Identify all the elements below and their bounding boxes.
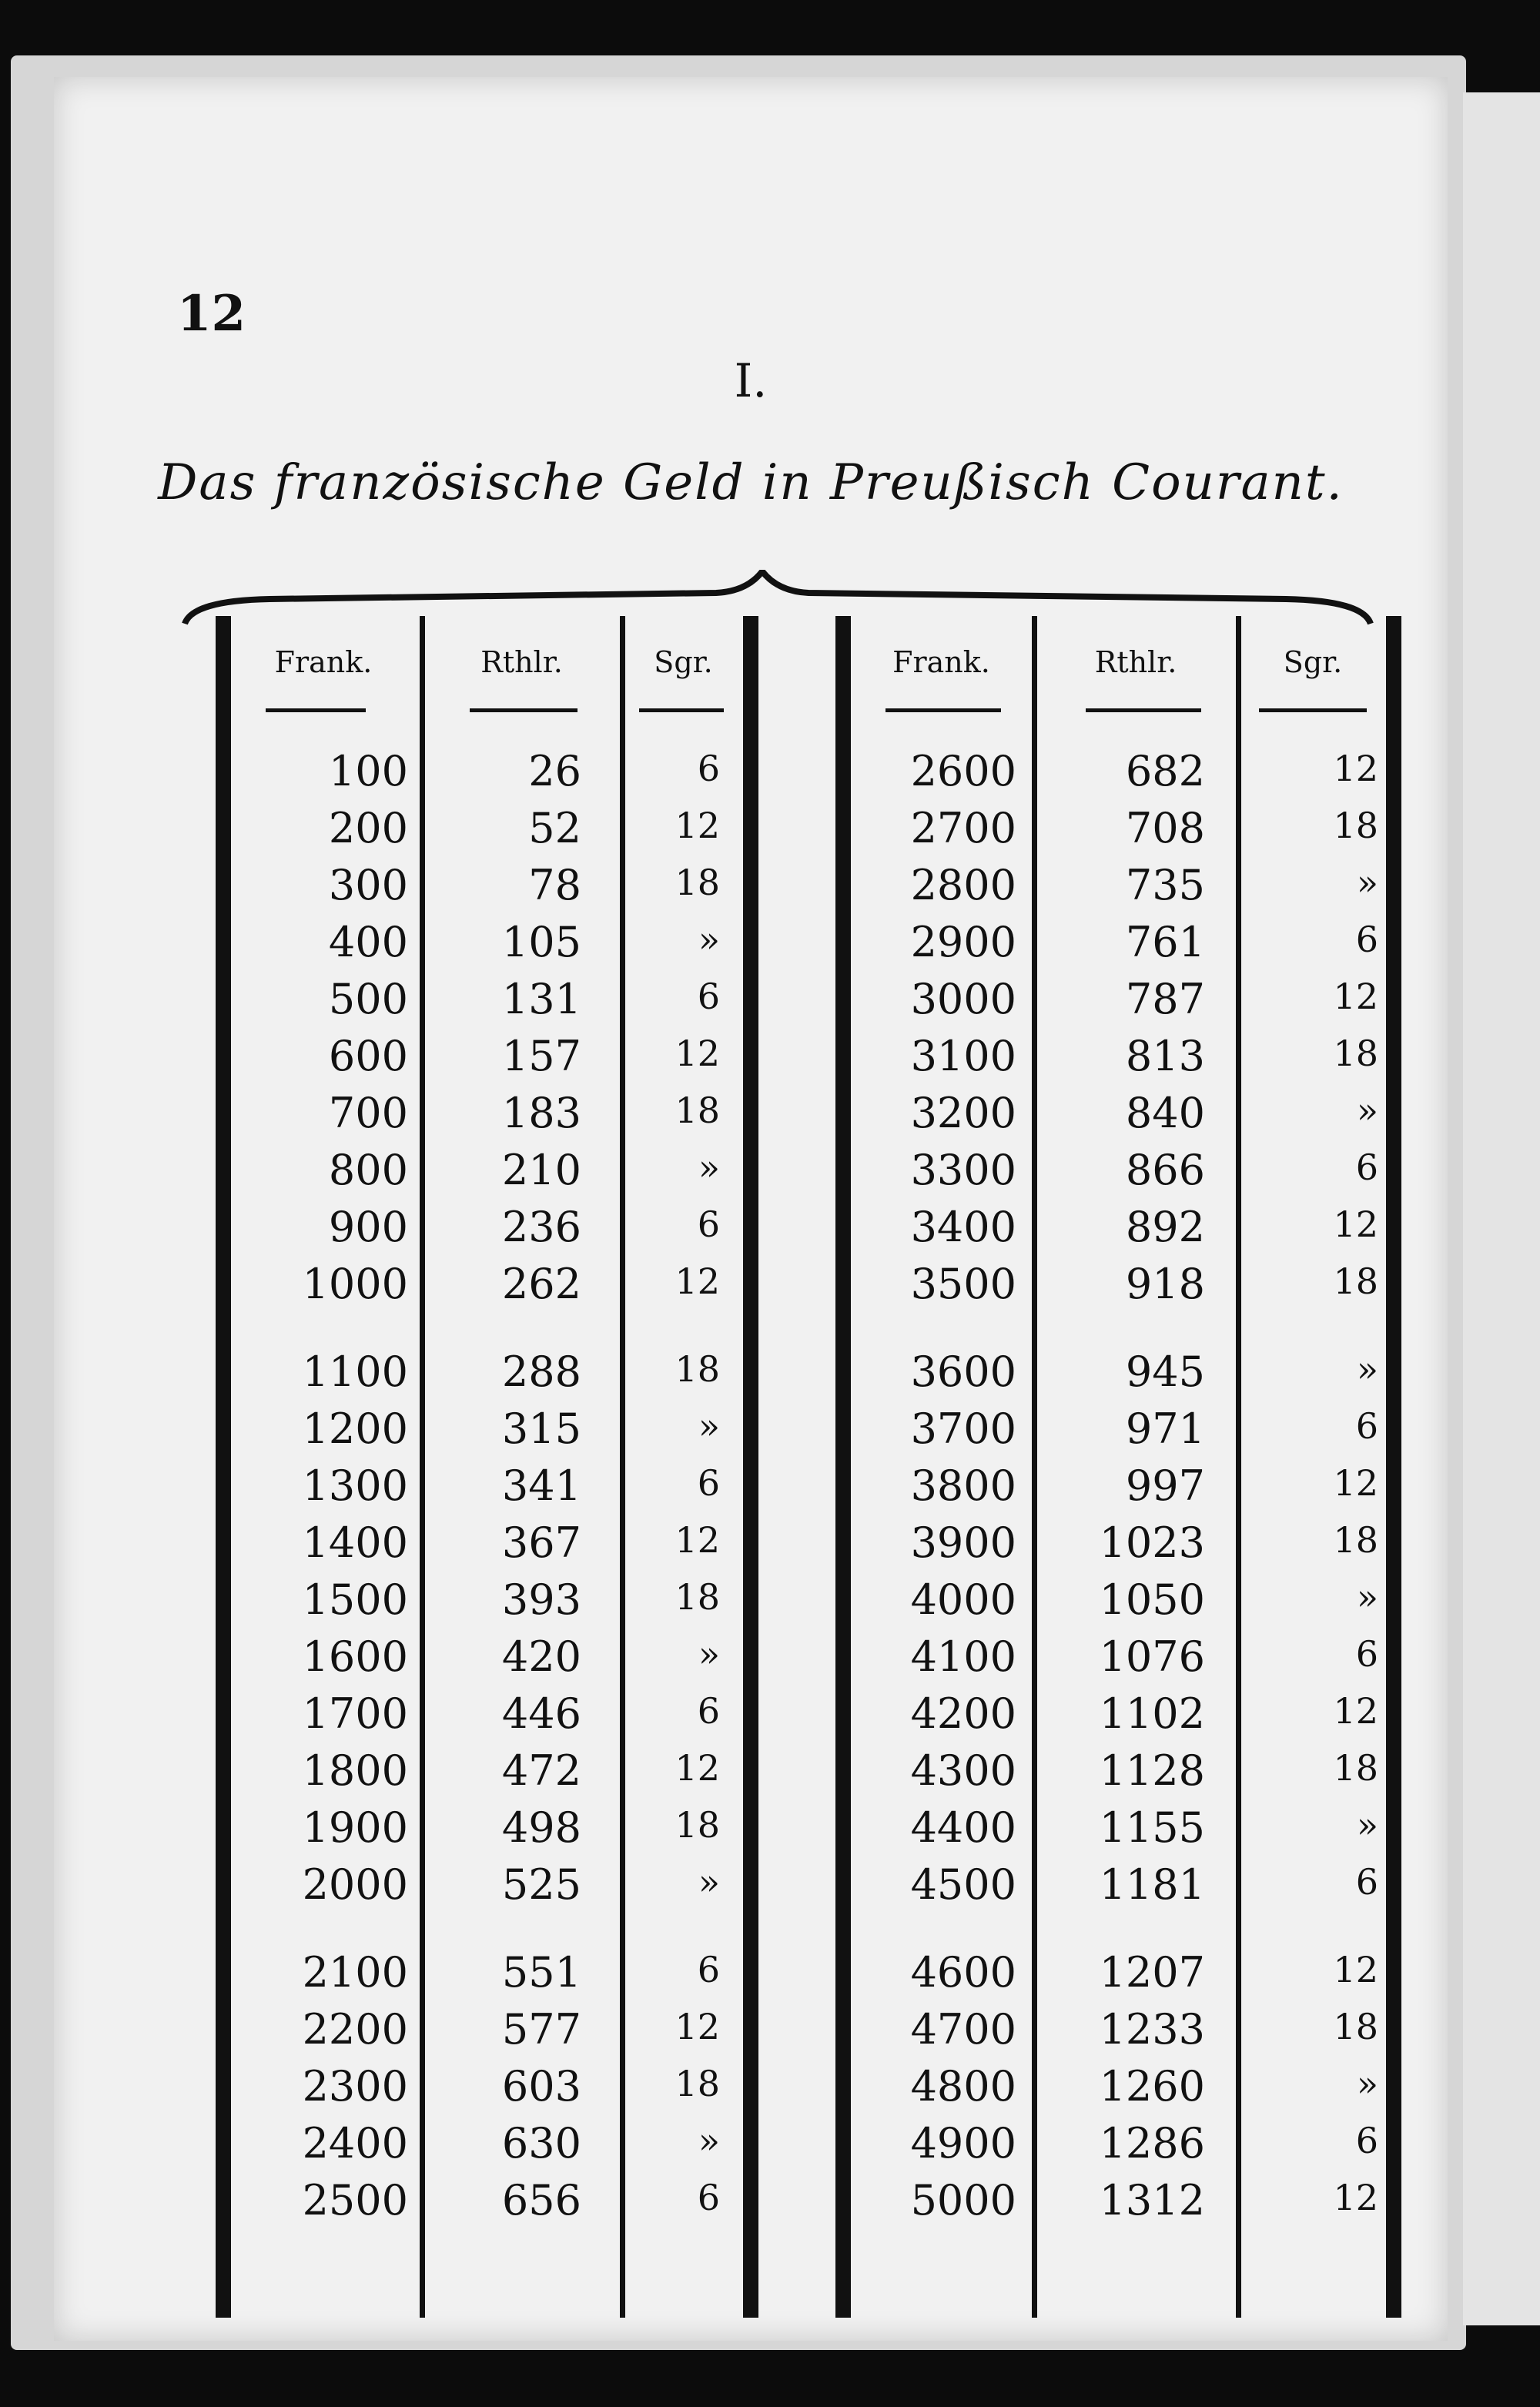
left-frank-cell: 400 [328, 918, 408, 966]
right-rthlr-cell: 761 [1125, 918, 1205, 966]
right-frank-cell: 4200 [910, 1689, 1016, 1738]
right-frank-cell: 2900 [910, 918, 1016, 966]
right-sgr-cell: 12 [1333, 1690, 1378, 1732]
right-sgr-cell: 18 [1333, 1033, 1378, 1074]
right-sgr-cell: 18 [1333, 805, 1378, 846]
right-frank-cell: 4100 [910, 1632, 1016, 1681]
right-frank-cell: 4000 [910, 1575, 1016, 1624]
left-frank-cell: 100 [328, 747, 408, 795]
right-rthlr-cell: 813 [1125, 1032, 1205, 1080]
left-frank-cell: 1300 [302, 1461, 408, 1510]
left-frank-cell: 1900 [302, 1803, 408, 1852]
right-rthlr-cell: 840 [1125, 1089, 1205, 1137]
left-frank-cell: 2100 [302, 1948, 408, 1997]
left-frank-cell: 2400 [302, 2119, 408, 2168]
right-rthlr-cell: 708 [1125, 804, 1205, 852]
right-rthlr-cell: 918 [1125, 1260, 1205, 1308]
right-rthlr-cell: 1023 [1099, 1518, 1205, 1567]
left-rthlr-cell: 236 [501, 1203, 581, 1251]
right-frank-cell: 2700 [910, 804, 1016, 852]
left-sgr-cell: » [698, 1405, 720, 1447]
conversion-table [116, 616, 1424, 2348]
right-sgr-cell: 12 [1333, 976, 1378, 1017]
left-rthlr-cell: 315 [501, 1404, 581, 1453]
right-sgr-cell: » [1356, 1090, 1378, 1131]
right-frank-cell: 2600 [910, 747, 1016, 795]
left-sgr-cell: 12 [675, 1519, 720, 1561]
right-frank-cell: 3600 [910, 1347, 1016, 1396]
left-frank-cell: 200 [328, 804, 408, 852]
left-sgr-cell: 18 [675, 1576, 720, 1618]
left-sgr-cell: 18 [675, 862, 720, 903]
right-rthlr-cell: 682 [1125, 747, 1205, 795]
header-frank-left: Frank. [274, 645, 373, 679]
left-sgr-cell: » [698, 1861, 720, 1903]
right-frank-cell: 3700 [910, 1404, 1016, 1453]
left-sgr-cell: 6 [697, 976, 720, 1017]
book-page [54, 77, 1448, 2341]
right-rthlr-cell: 892 [1125, 1203, 1205, 1251]
right-sgr-cell: 12 [1333, 2177, 1378, 2218]
left-frank-cell: 800 [328, 1146, 408, 1194]
right-frank-cell: 4800 [910, 2062, 1016, 2111]
right-sgr-cell: 6 [1355, 1405, 1378, 1447]
left-frank-cell: 300 [328, 861, 408, 909]
table-rule [420, 616, 425, 2318]
left-rthlr-cell: 472 [501, 1746, 581, 1795]
right-rthlr-cell: 1207 [1099, 1948, 1205, 1997]
right-frank-cell: 4300 [910, 1746, 1016, 1795]
table-rule-right [1386, 616, 1401, 2318]
left-sgr-cell: 6 [697, 748, 720, 789]
right-rthlr-cell: 1233 [1099, 2005, 1205, 2054]
right-sgr-cell: 18 [1333, 1519, 1378, 1561]
left-rthlr-cell: 78 [528, 861, 581, 909]
left-sgr-cell: 6 [697, 1462, 720, 1504]
left-rthlr-cell: 210 [501, 1146, 581, 1194]
right-frank-cell: 3500 [910, 1260, 1016, 1308]
right-sgr-cell: » [1356, 1348, 1378, 1390]
right-rthlr-cell: 866 [1125, 1146, 1205, 1194]
table-rule [1032, 616, 1037, 2318]
left-sgr-cell: » [698, 1633, 720, 1675]
left-sgr-cell: 6 [697, 2177, 720, 2218]
left-sgr-cell: 6 [697, 1949, 720, 1990]
right-rthlr-cell: 1181 [1099, 1860, 1205, 1909]
right-sgr-cell: » [1356, 862, 1378, 903]
right-rthlr-cell: 945 [1125, 1347, 1205, 1396]
header-rule [886, 708, 1001, 712]
right-rthlr-cell: 1128 [1099, 1746, 1205, 1795]
right-frank-cell: 4700 [910, 2005, 1016, 2054]
left-sgr-cell: 18 [675, 1804, 720, 1846]
left-sgr-cell: 12 [675, 1260, 720, 1302]
left-rthlr-cell: 288 [501, 1347, 581, 1396]
left-rthlr-cell: 656 [501, 2176, 581, 2225]
left-sgr-cell: 18 [675, 1090, 720, 1131]
left-frank-cell: 1000 [302, 1260, 408, 1308]
left-frank-cell: 2000 [302, 1860, 408, 1909]
right-rthlr-cell: 735 [1125, 861, 1205, 909]
right-frank-cell: 4400 [910, 1803, 1016, 1852]
right-sgr-cell: 18 [1333, 2006, 1378, 2047]
right-sgr-cell: 6 [1355, 1633, 1378, 1675]
header-rule [1086, 708, 1201, 712]
right-frank-cell: 3000 [910, 975, 1016, 1023]
left-sgr-cell: 6 [697, 1204, 720, 1245]
header-rule [639, 708, 724, 712]
table-rule-middle-left [743, 616, 758, 2318]
left-sgr-cell: 18 [675, 1348, 720, 1390]
left-sgr-cell: » [698, 2120, 720, 2161]
left-sgr-cell: » [698, 1147, 720, 1188]
left-rthlr-cell: 630 [501, 2119, 581, 2168]
right-frank-cell: 4600 [910, 1948, 1016, 1997]
page-number: 12 [177, 285, 246, 343]
right-frank-cell: 3900 [910, 1518, 1016, 1567]
left-frank-cell: 700 [328, 1089, 408, 1137]
left-frank-cell: 1200 [302, 1404, 408, 1453]
right-frank-cell: 5000 [910, 2176, 1016, 2225]
header-sgr-right: Sgr. [1283, 645, 1343, 679]
left-rthlr-cell: 183 [501, 1089, 581, 1137]
left-rthlr-cell: 341 [501, 1461, 581, 1510]
header-rule [470, 708, 578, 712]
left-rthlr-cell: 498 [501, 1803, 581, 1852]
left-rthlr-cell: 367 [501, 1518, 581, 1567]
left-frank-cell: 1100 [302, 1347, 408, 1396]
right-frank-cell: 3800 [910, 1461, 1016, 1510]
right-sgr-cell: » [1356, 1576, 1378, 1618]
right-frank-cell: 3400 [910, 1203, 1016, 1251]
right-frank-cell: 3200 [910, 1089, 1016, 1137]
right-sgr-cell: 12 [1333, 1949, 1378, 1990]
left-rthlr-cell: 603 [501, 2062, 581, 2111]
left-rthlr-cell: 105 [501, 918, 581, 966]
left-frank-cell: 500 [328, 975, 408, 1023]
right-sgr-cell: 6 [1355, 1861, 1378, 1903]
next-page-edge [1463, 92, 1540, 2325]
right-sgr-cell: 12 [1333, 1204, 1378, 1245]
header-frank-right: Frank. [892, 645, 990, 679]
left-rthlr-cell: 157 [501, 1032, 581, 1080]
left-sgr-cell: 6 [697, 1690, 720, 1732]
left-sgr-cell: 12 [675, 1747, 720, 1789]
right-rthlr-cell: 1312 [1099, 2176, 1205, 2225]
table-rule-left [216, 616, 231, 2318]
left-rthlr-cell: 393 [501, 1575, 581, 1624]
right-frank-cell: 3300 [910, 1146, 1016, 1194]
header-rthlr-right: Rthlr. [1094, 645, 1177, 679]
left-sgr-cell: 12 [675, 2006, 720, 2047]
right-sgr-cell: 6 [1355, 2120, 1378, 2161]
right-rthlr-cell: 1286 [1099, 2119, 1205, 2168]
header-rule [1259, 708, 1367, 712]
header-sgr-left: Sgr. [654, 645, 713, 679]
right-sgr-cell: » [1356, 1804, 1378, 1846]
left-rthlr-cell: 52 [528, 804, 581, 852]
right-sgr-cell: 18 [1333, 1747, 1378, 1789]
left-rthlr-cell: 577 [501, 2005, 581, 2054]
right-sgr-cell: 12 [1333, 1462, 1378, 1504]
left-frank-cell: 600 [328, 1032, 408, 1080]
left-sgr-cell: 12 [675, 805, 720, 846]
left-rthlr-cell: 525 [501, 1860, 581, 1909]
right-rthlr-cell: 787 [1125, 975, 1205, 1023]
right-frank-cell: 4900 [910, 2119, 1016, 2168]
right-sgr-cell: 6 [1355, 1147, 1378, 1188]
left-frank-cell: 1400 [302, 1518, 408, 1567]
left-rthlr-cell: 26 [528, 747, 581, 795]
left-frank-cell: 1600 [302, 1632, 408, 1681]
left-sgr-cell: 18 [675, 2063, 720, 2104]
right-frank-cell: 4500 [910, 1860, 1016, 1909]
left-frank-cell: 1700 [302, 1689, 408, 1738]
left-sgr-cell: » [698, 919, 720, 960]
right-sgr-cell: 12 [1333, 748, 1378, 789]
left-frank-cell: 900 [328, 1203, 408, 1251]
right-rthlr-cell: 1050 [1099, 1575, 1205, 1624]
page-title: Das französische Geld in Preußisch Courant. [158, 454, 1344, 511]
right-frank-cell: 2800 [910, 861, 1016, 909]
right-rthlr-cell: 1102 [1099, 1689, 1205, 1738]
header-rthlr-left: Rthlr. [480, 645, 563, 679]
right-rthlr-cell: 997 [1125, 1461, 1205, 1510]
right-rthlr-cell: 1155 [1099, 1803, 1205, 1852]
left-frank-cell: 2300 [302, 2062, 408, 2111]
left-frank-cell: 1500 [302, 1575, 408, 1624]
left-rthlr-cell: 420 [501, 1632, 581, 1681]
right-frank-cell: 3100 [910, 1032, 1016, 1080]
left-frank-cell: 2200 [302, 2005, 408, 2054]
left-rthlr-cell: 446 [501, 1689, 581, 1738]
left-rthlr-cell: 262 [501, 1260, 581, 1308]
right-sgr-cell: 18 [1333, 1260, 1378, 1302]
left-sgr-cell: 12 [675, 1033, 720, 1074]
header-rule [266, 708, 366, 712]
right-sgr-cell: » [1356, 2063, 1378, 2104]
table-number: I. [734, 354, 768, 408]
right-rthlr-cell: 1260 [1099, 2062, 1205, 2111]
left-frank-cell: 2500 [302, 2176, 408, 2225]
left-rthlr-cell: 131 [501, 975, 581, 1023]
left-rthlr-cell: 551 [501, 1948, 581, 1997]
table-rule [620, 616, 625, 2318]
right-rthlr-cell: 971 [1125, 1404, 1205, 1453]
right-rthlr-cell: 1076 [1099, 1632, 1205, 1681]
right-sgr-cell: 6 [1355, 919, 1378, 960]
table-rule [1236, 616, 1241, 2318]
left-frank-cell: 1800 [302, 1746, 408, 1795]
